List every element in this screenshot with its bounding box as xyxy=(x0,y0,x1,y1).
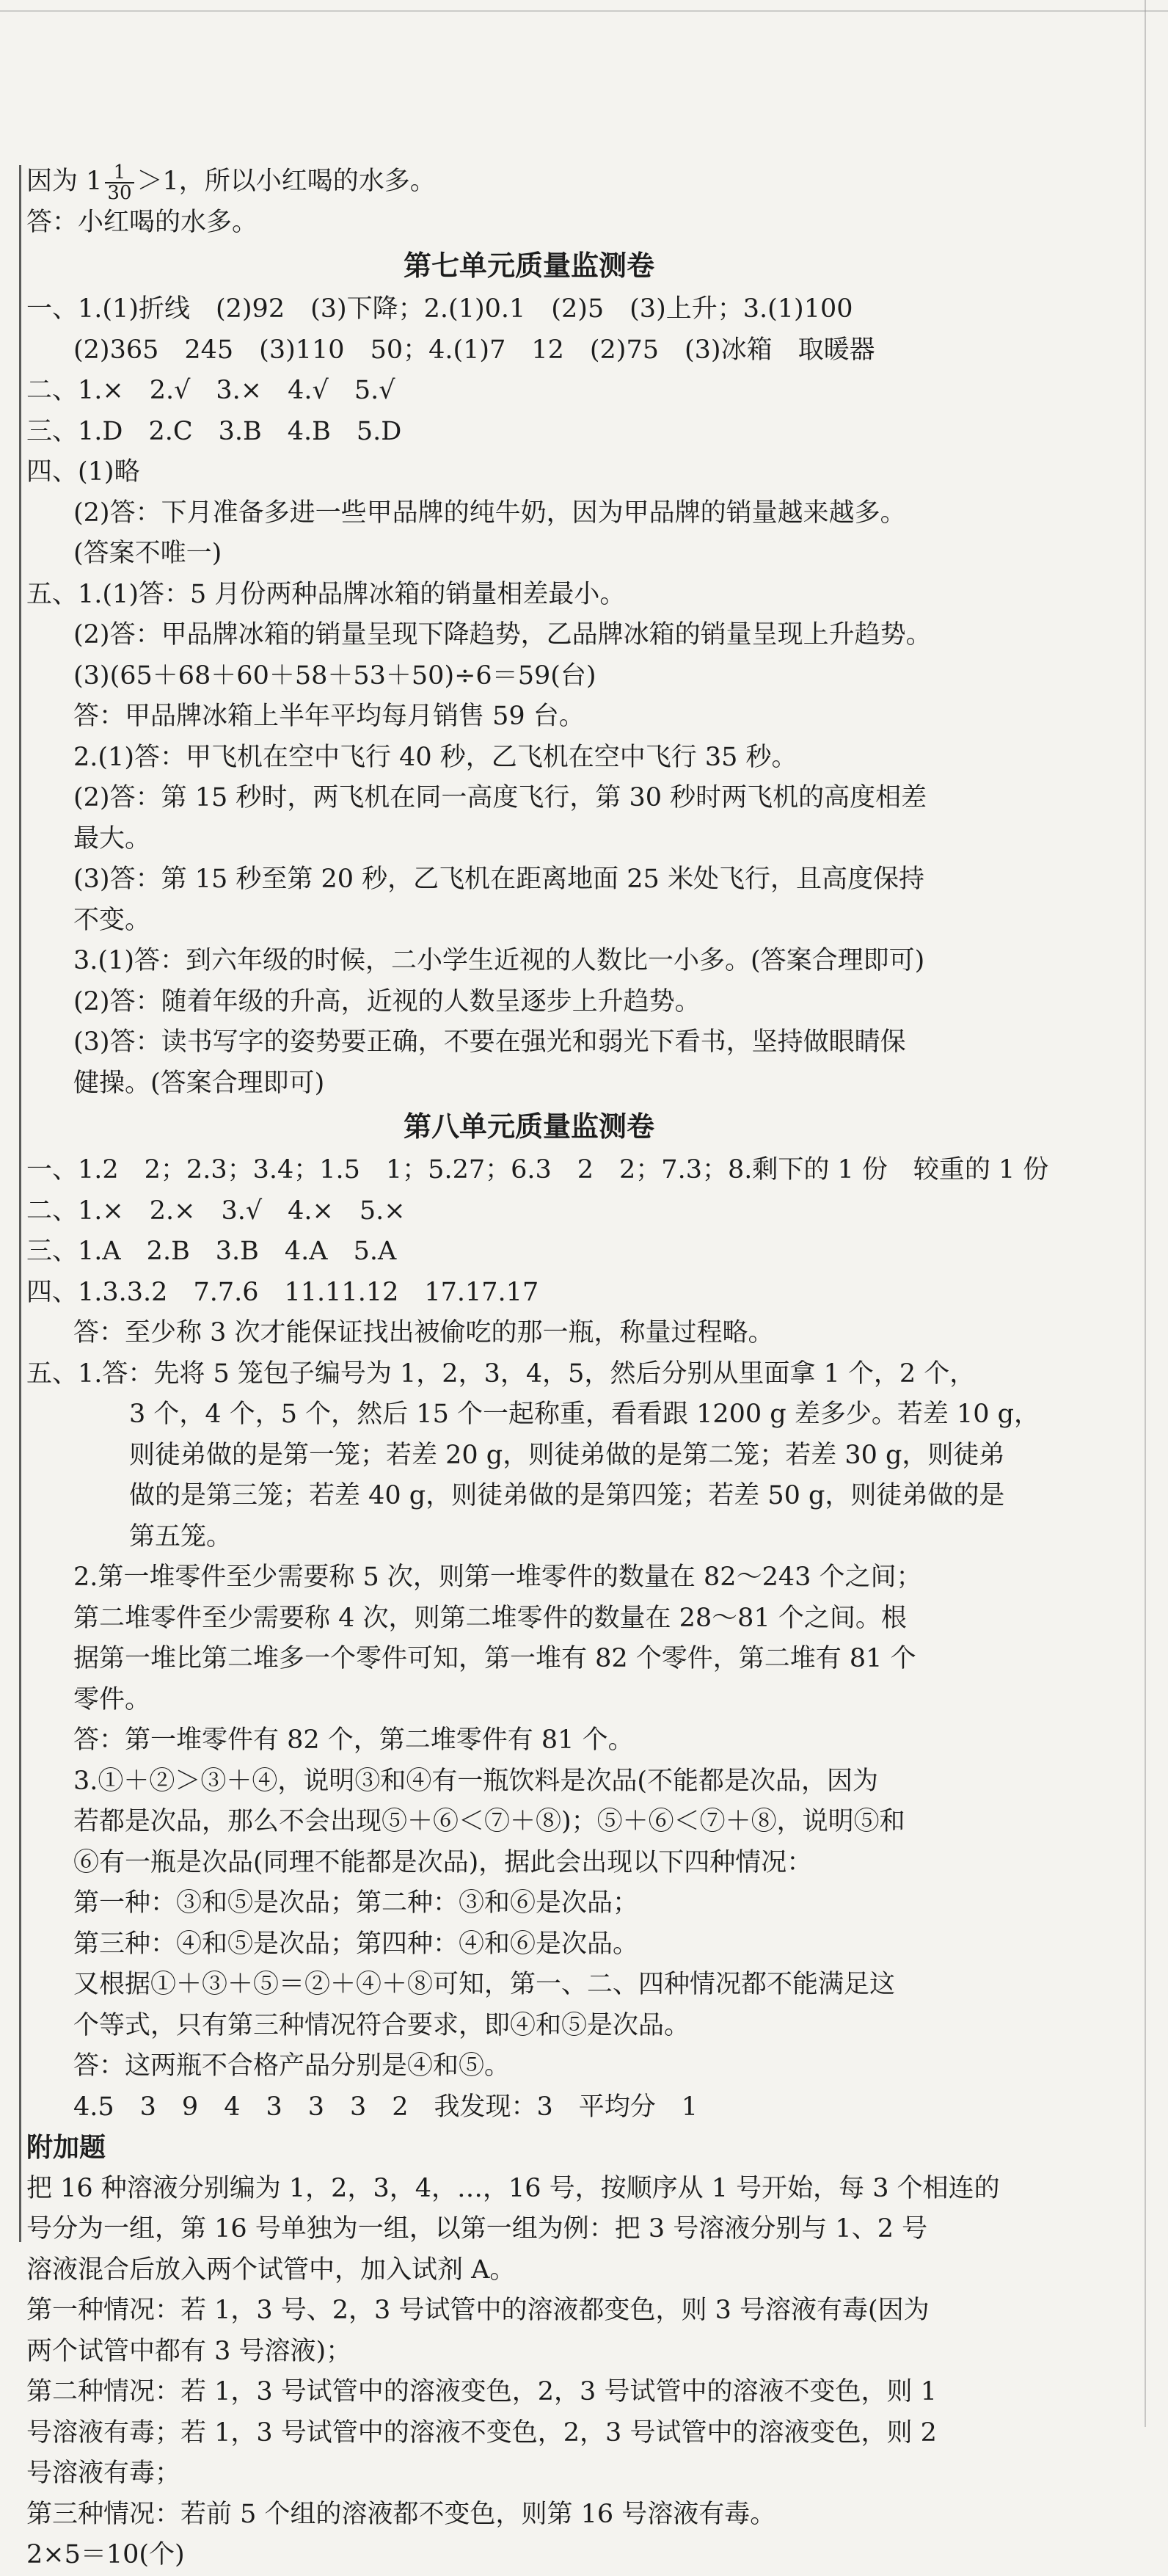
page-content xyxy=(26,161,1049,2576)
s8-line: 三、1.A 2.B 3.B 4.A 5.A xyxy=(26,1237,397,1266)
s8-line: 第五笼。 xyxy=(129,1521,233,1551)
s7-line: 三、1.D 2.C 3.B 4.B 5.D xyxy=(26,416,402,446)
right-page-edge xyxy=(1145,0,1146,2427)
s7-line: 最大。 xyxy=(73,823,151,854)
fraction: $\frac{1}{30}$ xyxy=(105,163,134,203)
s8-line: 3.①＋②＞③＋④，说明③和④有一瓶饮料是次品(不能都是次品，因为 xyxy=(73,1766,879,1796)
s8-line: 据第一堆比第二堆多一个零件可知，第一堆有 82 个零件，第二堆有 81 个 xyxy=(73,1644,916,1673)
s7-line: 一、1.(1)折线 (2)92 (3)下降；2.(1)0.1 (2)5 (3)上升；3.(1)100 xyxy=(26,294,853,324)
s7-line: (2)365 245 (3)110 50；4.(1)7 12 (2)75 (3)冰箱 取暖器 xyxy=(73,335,875,365)
extra-line: 两个试管中都有 3 号溶液)； xyxy=(26,2336,352,2366)
s8-line: 又根据①＋③＋⑤＝②＋④＋⑧可知，第一、二、四种情况都不能满足这 xyxy=(73,1970,896,1999)
s7-line: 四、(1)略 xyxy=(26,457,140,487)
extra-title: 附加题 xyxy=(26,2133,106,2163)
s8-line: 一、1.2 2；2.3；3.4；1.5 1；5.27；6.3 2 2；7.3；8.剩下的 1 份 较重的 1 份 xyxy=(26,1155,1049,1185)
s8-line: 做的是第三笼；若差 40 g，则徒弟做的是第四笼；若差 50 g，则徒弟做的是 xyxy=(129,1481,1005,1510)
s8-line: 第三种：④和⑤是次品；第四种：④和⑥是次品。 xyxy=(73,1929,639,1959)
intro-line-1: 因为 1 $\frac{1}{30}$ ＞1，所以小红喝的水多。 xyxy=(26,161,436,204)
s7-line: (2)答：下月准备多进一些甲品牌的纯牛奶，因为甲品牌的销量越来越多。 xyxy=(73,498,906,528)
extra-line: 2×5＝10(个) xyxy=(26,2540,185,2569)
extra-line: 号溶液有毒；若 1，3 号试管中的溶液不变色，2，3 号试管中的溶液变色，则 2 xyxy=(26,2417,937,2448)
s8-line: 答：至少称 3 次才能保证找出被偷吃的那一瓶，称量过程略。 xyxy=(73,1318,774,1347)
section-7-title: 第七单元质量监测卷 xyxy=(403,250,654,282)
s8-line: 则徒弟做的是第一笼；若差 20 g，则徒弟做的是第二笼；若差 30 g，则徒弟 xyxy=(129,1440,1005,1470)
s8-line: 答：第一堆零件有 82 个，第二堆零件有 81 个。 xyxy=(73,1725,634,1755)
s7-line: 二、1.× 2.√ 3.× 4.√ 5.√ xyxy=(26,376,395,405)
extra-line: 第二种情况：若 1，3 号试管中的溶液变色，2，3 号试管中的溶液不变色，则 1 xyxy=(26,2377,937,2406)
s8-line: 零件。 xyxy=(73,1684,151,1714)
extra-line: 号溶液有毒； xyxy=(26,2459,181,2488)
s8-line: 答：这两瓶不合格产品分别是④和⑤。 xyxy=(73,2051,511,2081)
s7-line: 2.(1)答：甲飞机在空中飞行 40 秒，乙飞机在空中飞行 35 秒。 xyxy=(73,742,797,772)
section-8-title: 第八单元质量监测卷 xyxy=(403,1110,654,1143)
s8-line: 五、1.答：先将 5 笼包子编号为 1，2，3，4，5，然后分别从里面拿 1 个，2 个， xyxy=(26,1358,976,1389)
extra-line: 溶液混合后放入两个试管中，加入试剂 A。 xyxy=(26,2255,516,2285)
s7-line: (3)答：第 15 秒至第 20 秒，乙飞机在距离地面 25 米处飞行，且高度保持 xyxy=(73,865,924,894)
s8-line: ⑥有一瓶是次品(同理不能都是次品)，据此会出现以下四种情况： xyxy=(73,1847,813,1877)
s7-line: 3.(1)答：到六年级的时候，二小学生近视的人数比一小多。(答案合理即可) xyxy=(73,946,925,975)
intro-line-2: 答：小红喝的水多。 xyxy=(26,207,258,237)
extra-line: 把 16 种溶液分别编为 1，2，3，4，…，16 号，按顺序从 1 号开始，每 3 个相连的 xyxy=(26,2173,1000,2203)
s8-line: 第二堆零件至少需要称 4 次，则第二堆零件的数量在 28～81 个之间。根 xyxy=(73,1603,907,1633)
s7-line: (答案不唯一) xyxy=(73,539,222,568)
s8-line: 个等式，只有第三种情况符合要求，即④和⑤是次品。 xyxy=(73,2010,690,2040)
extra-line: 第一种情况：若 1，3 号、2，3 号试管中的溶液都变色，则 3 号溶液有毒(因为 xyxy=(26,2296,930,2325)
left-margin-rule xyxy=(19,165,21,2242)
scan-top-edge xyxy=(0,10,1168,12)
s7-line: 五、1.(1)答：5 月份两种品牌冰箱的销量相差最小。 xyxy=(26,579,626,609)
s7-line: (2)答：甲品牌冰箱的销量呈现下降趋势，乙品牌冰箱的销量呈现上升趋势。 xyxy=(73,620,932,650)
s7-line: (3)(65＋68＋60＋58＋53＋50)÷6＝59(台) xyxy=(73,661,596,691)
s8-line: 2.第一堆零件至少需要称 5 次，则第一堆零件的数量在 82～243 个之间； xyxy=(73,1562,922,1592)
s7-line: 答：甲品牌冰箱上半年平均每月销售 59 台。 xyxy=(73,702,585,731)
extra-line: 第三种情况：若前 5 个组的溶液都不变色，则第 16 号溶液有毒。 xyxy=(26,2499,776,2529)
s8-line: 第一种：③和⑤是次品；第二种：③和⑥是次品； xyxy=(73,1888,639,1918)
s7-line: 不变。 xyxy=(73,905,151,935)
s8-line: 3 个，4 个，5 个，然后 15 个一起称重，看看跟 1200 g 差多少。若差 10 g， xyxy=(129,1400,1040,1429)
s8-line: 四、1.3.3.2 7.7.6 11.11.12 17.17.17 xyxy=(26,1277,539,1307)
extra-line: 号分为一组，第 16 号单独为一组，以第一组为例：把 3 号溶液分别与 1、2 号 xyxy=(26,2214,928,2244)
s7-line: (2)答：随着年级的升高，近视的人数呈逐步上升趋势。 xyxy=(73,986,701,1016)
s8-line: 4.5 3 9 4 3 3 3 2 我发现：3 平均分 1 xyxy=(73,2092,698,2122)
s7-line: (2)答：第 15 秒时，两飞机在同一高度飞行，第 30 秒时两飞机的高度相差 xyxy=(73,783,927,812)
s8-line: 若都是次品，那么不会出现⑤＋⑥＜⑦＋⑧)；⑤＋⑥＜⑦＋⑧，说明⑤和 xyxy=(73,1807,905,1836)
s7-line: (3)答：读书写字的姿势要正确，不要在强光和弱光下看书，坚持做眼睛保 xyxy=(73,1027,906,1057)
s7-line: 健操。(答案合理即可) xyxy=(73,1068,325,1098)
s8-line: 二、1.× 2.× 3.√ 4.× 5.× xyxy=(26,1196,406,1226)
